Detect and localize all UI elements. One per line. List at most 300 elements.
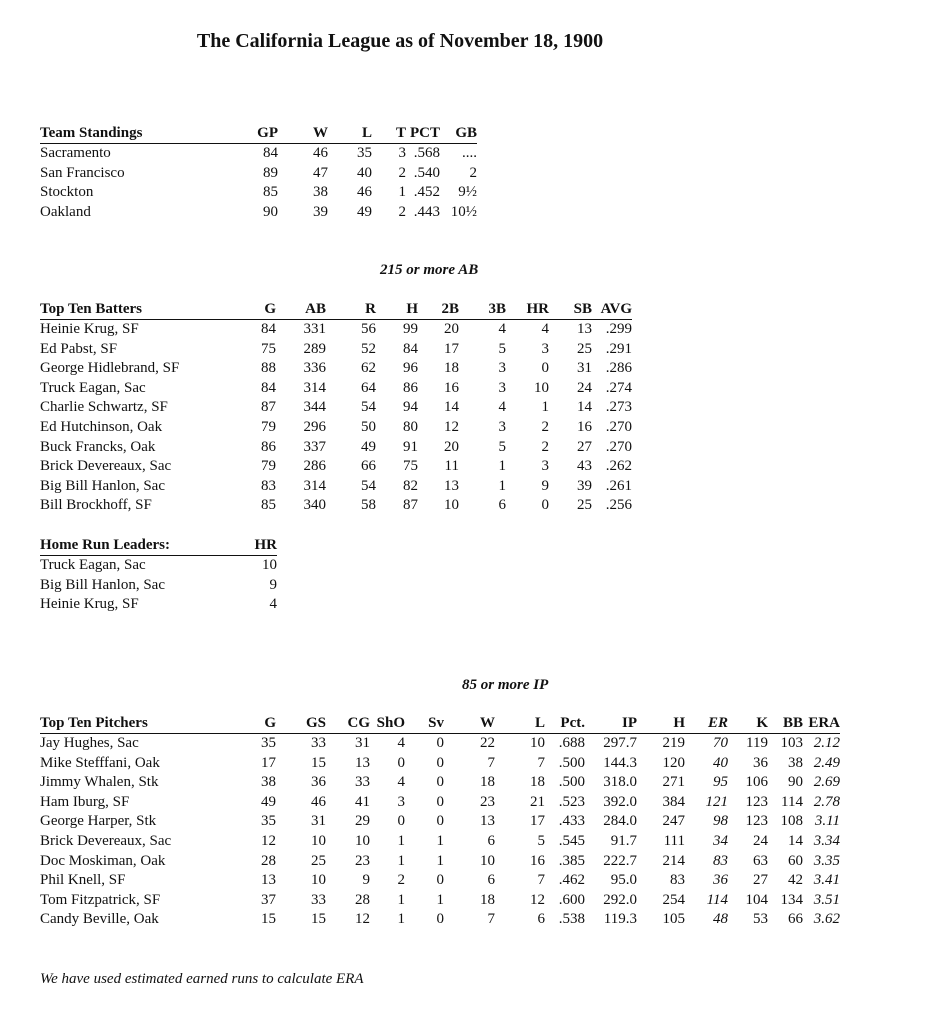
column-header: T: [372, 124, 406, 144]
table-cell: .462: [558, 872, 585, 889]
table-cell: 247: [662, 813, 685, 830]
table-header-row: [40, 714, 840, 734]
table-cell: 331: [303, 321, 326, 337]
table-cell: 4: [269, 596, 277, 613]
table-header-row: [40, 536, 277, 556]
table-cell: 119.3: [603, 911, 637, 928]
table-row: [40, 734, 840, 754]
table-cell: 84: [263, 145, 278, 161]
table-cell: 5: [498, 438, 506, 455]
table-cell: 22: [480, 735, 495, 751]
table-cell: 2.69: [813, 774, 840, 791]
column-header: G: [238, 714, 276, 734]
table-cell: 3: [541, 340, 549, 357]
table-cell: 1: [397, 832, 405, 849]
table-cell: 0: [436, 872, 444, 889]
table-cell: 13: [577, 321, 592, 337]
table-cell: 64: [361, 379, 376, 396]
column-header: ERA: [803, 714, 840, 734]
table-cell: 337: [303, 438, 326, 455]
column-header: R: [326, 300, 376, 320]
table-cell: 292.0: [603, 891, 637, 908]
table-cell: 2.78: [813, 793, 840, 810]
table-cell: 34: [713, 832, 728, 849]
table-cell: 46: [313, 145, 328, 161]
column-header: W: [444, 714, 495, 734]
column-header: L: [328, 124, 372, 144]
table-cell: 4: [498, 399, 506, 416]
row-label: Brick Devereaux, Sac: [40, 458, 172, 475]
table-cell: 271: [662, 774, 685, 791]
table-cell: 318.0: [603, 774, 637, 791]
table-cell: 15: [311, 754, 326, 771]
table-cell: 123: [745, 813, 768, 830]
row-label: Big Bill Hanlon, Sac: [40, 576, 165, 593]
row-label: Big Bill Hanlon, Sac: [40, 477, 165, 494]
row-label: Buck Francks, Oak: [40, 438, 156, 455]
table-cell: 10: [355, 832, 370, 849]
table-cell: 4: [541, 321, 549, 337]
table-cell: 84: [261, 379, 276, 396]
table-cell: .443: [413, 203, 440, 220]
column-header: L: [495, 714, 545, 734]
column-header: GP: [228, 124, 278, 144]
table-cell: 86: [261, 438, 276, 455]
table-cell: 50: [361, 418, 376, 435]
batters-table: [40, 300, 632, 516]
table-cell: 58: [361, 497, 376, 514]
row-label: Heinie Krug, SF: [40, 596, 139, 613]
column-header: IP: [585, 714, 637, 734]
table-cell: 25: [311, 852, 326, 869]
table-cell: 33: [355, 774, 370, 791]
table-row: [40, 595, 277, 615]
column-header: Sv: [405, 714, 444, 734]
column-header: K: [728, 714, 768, 734]
table-cell: 3.35: [813, 852, 840, 869]
table-cell: 27: [577, 438, 592, 455]
table-cell: .452: [413, 184, 440, 201]
table-cell: 54: [361, 477, 376, 494]
table-cell: 85: [261, 497, 276, 514]
column-header: HR: [242, 536, 277, 556]
row-label: Sacramento: [40, 145, 111, 161]
table-row: [40, 398, 632, 418]
table-row: [40, 832, 840, 852]
table-cell: 38: [261, 774, 276, 791]
table-cell: 12: [530, 891, 545, 908]
table-cell: 114: [706, 891, 728, 908]
table-cell: 108: [780, 813, 803, 830]
table-row: [40, 496, 632, 516]
table-cell: 75: [403, 458, 418, 475]
table-cell: 3.62: [813, 911, 840, 928]
table-cell: 16: [577, 418, 592, 435]
table-cell: 63: [753, 852, 768, 869]
table-cell: 46: [311, 793, 326, 810]
standings-table: [40, 124, 477, 222]
table-cell: ....: [462, 145, 477, 161]
table-row: [40, 891, 840, 911]
table-cell: 0: [436, 735, 444, 751]
table-cell: 10: [311, 832, 326, 849]
table-cell: 16: [444, 379, 459, 396]
table-cell: 60: [788, 852, 803, 869]
column-header: Top Ten Pitchers: [40, 714, 238, 734]
table-cell: 83: [261, 477, 276, 494]
table-cell: 14: [788, 832, 803, 849]
table-cell: 1: [398, 184, 406, 201]
table-cell: 10: [534, 379, 549, 396]
table-cell: 31: [355, 735, 370, 751]
table-cell: 123: [745, 793, 768, 810]
table-row: [40, 183, 477, 203]
table-cell: .299: [605, 321, 632, 337]
table-cell: 254: [662, 891, 685, 908]
table-cell: 28: [261, 852, 276, 869]
table-cell: 111: [663, 832, 685, 849]
table-cell: 20: [444, 438, 459, 455]
table-cell: 23: [480, 793, 495, 810]
column-header: SB: [549, 300, 592, 320]
table-cell: 24: [753, 832, 768, 849]
table-cell: 1: [436, 852, 444, 869]
table-cell: 3: [397, 793, 405, 810]
table-cell: 33: [311, 891, 326, 908]
table-cell: 119: [746, 735, 768, 751]
table-cell: .286: [605, 360, 632, 377]
table-row: [40, 144, 477, 164]
column-header: BB: [768, 714, 803, 734]
table-cell: 2: [397, 872, 405, 889]
table-cell: 17: [530, 813, 545, 830]
table-cell: .500: [558, 754, 585, 771]
table-cell: 25: [577, 497, 592, 514]
table-cell: 91.7: [610, 832, 637, 849]
page-title: The California League as of November 18, 1900: [196, 30, 604, 52]
table-cell: 9: [269, 576, 277, 593]
row-label: George Harper, Stk: [40, 813, 157, 830]
column-header: HR: [506, 300, 549, 320]
table-header-row: [40, 300, 632, 320]
table-cell: 114: [781, 793, 803, 810]
table-cell: 18: [480, 774, 495, 791]
table-row: [40, 457, 632, 477]
table-cell: 28: [355, 891, 370, 908]
table-cell: 0: [541, 497, 549, 514]
table-cell: 2: [398, 203, 406, 220]
table-row: [40, 438, 632, 458]
table-cell: 87: [403, 497, 418, 514]
row-label: Oakland: [40, 203, 91, 220]
table-cell: 0: [436, 813, 444, 830]
table-cell: 121: [705, 793, 728, 810]
table-cell: 18: [480, 891, 495, 908]
table-cell: 12: [261, 832, 276, 849]
table-cell: .262: [605, 458, 632, 475]
row-label: George Hidlebrand, SF: [40, 360, 180, 377]
row-label: Bill Brockhoff, SF: [40, 497, 152, 514]
table-cell: 47: [313, 164, 328, 181]
table-cell: 284.0: [603, 813, 637, 830]
row-label: Ed Hutchinson, Oak: [40, 418, 163, 435]
table-cell: 3: [498, 360, 506, 377]
table-cell: .600: [558, 891, 585, 908]
table-cell: 33: [311, 735, 326, 751]
table-cell: 144.3: [603, 754, 637, 771]
table-cell: 1: [498, 458, 506, 475]
table-cell: 5: [537, 832, 545, 849]
table-cell: 222.7: [603, 852, 637, 869]
column-header: 3B: [459, 300, 506, 320]
table-cell: 7: [487, 754, 495, 771]
table-cell: 7: [537, 754, 545, 771]
table-cell: 14: [444, 399, 459, 416]
table-cell: 85: [263, 184, 278, 201]
column-header: GB: [440, 124, 477, 144]
table-cell: 314: [303, 477, 326, 494]
table-cell: 12: [355, 911, 370, 928]
table-cell: 9½: [458, 184, 477, 201]
pitching-qualifier: 85 or more IP: [462, 677, 549, 693]
table-cell: 7: [487, 911, 495, 928]
table-cell: 79: [261, 418, 276, 435]
table-cell: 38: [788, 754, 803, 771]
table-cell: 3.41: [813, 872, 840, 889]
table-cell: 31: [311, 813, 326, 830]
column-header: AB: [276, 300, 326, 320]
table-cell: 46: [357, 184, 372, 201]
table-cell: 6: [487, 872, 495, 889]
row-label: Ham Iburg, SF: [40, 793, 130, 810]
table-cell: 3: [541, 458, 549, 475]
table-cell: 75: [261, 340, 276, 357]
table-cell: 6: [487, 832, 495, 849]
table-cell: 86: [403, 379, 418, 396]
row-label: Charlie Schwartz, SF: [40, 399, 168, 416]
table-cell: .523: [558, 793, 585, 810]
table-cell: 29: [355, 813, 370, 830]
table-row: [40, 359, 632, 379]
table-cell: 0: [436, 754, 444, 771]
table-cell: 18: [444, 360, 459, 377]
table-cell: 105: [662, 911, 685, 928]
table-cell: 5: [498, 340, 506, 357]
row-label: San Francisco: [40, 164, 125, 181]
table-cell: 90: [263, 203, 278, 220]
table-cell: 38: [313, 184, 328, 201]
table-cell: 1: [436, 832, 444, 849]
column-header: G: [238, 300, 276, 320]
table-cell: 27: [753, 872, 768, 889]
table-cell: 66: [361, 458, 376, 475]
table-cell: 36: [753, 754, 768, 771]
table-cell: 340: [303, 497, 326, 514]
table-cell: 49: [261, 793, 276, 810]
column-header: H: [376, 300, 418, 320]
table-cell: 1: [397, 911, 405, 928]
table-cell: 98: [713, 813, 728, 830]
row-label: Jimmy Whalen, Stk: [40, 774, 159, 791]
column-header: H: [637, 714, 685, 734]
batting-qualifier: 215 or more AB: [380, 262, 479, 278]
table-cell: 13: [480, 813, 495, 830]
table-cell: 289: [303, 340, 326, 357]
table-cell: 3.34: [813, 832, 840, 849]
table-cell: 3: [498, 418, 506, 435]
table-cell: 2.49: [813, 754, 840, 771]
table-cell: 1: [397, 891, 405, 908]
table-cell: .540: [413, 164, 440, 181]
table-cell: 10½: [450, 203, 477, 220]
table-cell: 3: [498, 379, 506, 396]
table-row: [40, 203, 477, 223]
table-cell: 11: [444, 458, 459, 475]
table-cell: 314: [303, 379, 326, 396]
table-cell: 66: [788, 911, 803, 928]
table-cell: 134: [780, 891, 803, 908]
table-cell: 31: [577, 360, 592, 377]
table-cell: 52: [361, 340, 376, 357]
column-header: Pct.: [545, 714, 585, 734]
table-cell: 0: [436, 911, 444, 928]
table-cell: 35: [357, 145, 372, 161]
table-cell: 4: [397, 735, 405, 751]
column-header: 2B: [418, 300, 459, 320]
table-cell: 15: [261, 911, 276, 928]
table-cell: 0: [436, 774, 444, 791]
table-cell: 2: [541, 438, 549, 455]
table-cell: 2: [541, 418, 549, 435]
table-row: [40, 320, 632, 340]
table-cell: 17: [444, 340, 459, 357]
table-cell: 1: [397, 852, 405, 869]
table-cell: 4: [498, 321, 506, 337]
table-cell: 10: [480, 852, 495, 869]
table-cell: 87: [261, 399, 276, 416]
column-header: AVG: [592, 300, 632, 320]
table-cell: 24: [577, 379, 592, 396]
table-cell: 43: [577, 458, 592, 475]
table-row: [40, 910, 840, 930]
table-cell: 12: [444, 418, 459, 435]
table-cell: 83: [670, 872, 685, 889]
table-cell: 0: [397, 813, 405, 830]
table-cell: 0: [436, 793, 444, 810]
table-cell: 79: [261, 458, 276, 475]
table-cell: 13: [355, 754, 370, 771]
table-cell: 20: [444, 321, 459, 337]
table-cell: 80: [403, 418, 418, 435]
table-cell: 219: [662, 735, 685, 751]
table-cell: 70: [713, 735, 728, 751]
table-cell: 41: [355, 793, 370, 810]
column-header: ShO: [370, 714, 405, 734]
table-cell: 49: [357, 203, 372, 220]
table-cell: 23: [355, 852, 370, 869]
table-cell: 40: [713, 754, 728, 771]
table-cell: .545: [558, 832, 585, 849]
table-cell: 3: [398, 145, 406, 161]
home-run-leaders-table: [40, 536, 277, 615]
table-cell: 10: [311, 872, 326, 889]
column-header: Home Run Leaders:: [40, 536, 242, 556]
table-cell: 9: [541, 477, 549, 494]
table-cell: 13: [444, 477, 459, 494]
table-cell: 106: [745, 774, 768, 791]
table-cell: 21: [530, 793, 545, 810]
table-cell: 53: [753, 911, 768, 928]
table-cell: 104: [745, 891, 768, 908]
table-cell: 84: [403, 340, 418, 357]
table-cell: 1: [541, 399, 549, 416]
table-cell: 103: [780, 735, 803, 751]
table-cell: .433: [558, 813, 585, 830]
column-header: Team Standings: [40, 124, 228, 144]
row-label: Mike Stefffani, Oak: [40, 754, 160, 771]
row-label: Phil Knell, SF: [40, 872, 126, 889]
table-cell: .538: [558, 911, 585, 928]
table-cell: 4: [397, 774, 405, 791]
table-cell: 16: [530, 852, 545, 869]
table-cell: 39: [313, 203, 328, 220]
table-cell: 49: [361, 438, 376, 455]
column-header: ER: [685, 714, 728, 734]
table-cell: 0: [397, 754, 405, 771]
table-row: [40, 852, 840, 872]
table-cell: .385: [558, 852, 585, 869]
table-cell: 35: [261, 735, 276, 751]
table-row: [40, 576, 277, 596]
table-cell: 1: [498, 477, 506, 494]
table-cell: .261: [605, 477, 632, 494]
row-label: Ed Pabst, SF: [40, 340, 118, 357]
table-row: [40, 164, 477, 184]
table-cell: 15: [311, 911, 326, 928]
column-header: W: [278, 124, 328, 144]
table-cell: .500: [558, 774, 585, 791]
table-cell: .270: [605, 418, 632, 435]
table-row: [40, 871, 840, 891]
table-cell: 62: [361, 360, 376, 377]
table-cell: 10: [444, 497, 459, 514]
table-cell: 214: [662, 852, 685, 869]
table-row: [40, 477, 632, 497]
table-cell: 10: [262, 557, 277, 573]
table-cell: 56: [361, 321, 376, 337]
column-header: PCT: [406, 124, 440, 144]
table-cell: 336: [303, 360, 326, 377]
table-cell: 286: [303, 458, 326, 475]
row-label: Stockton: [40, 184, 94, 201]
table-cell: 392.0: [603, 793, 637, 810]
table-cell: 35: [261, 813, 276, 830]
footnote: We have used estimated earned runs to calculate ERA: [40, 971, 364, 987]
table-cell: 39: [577, 477, 592, 494]
table-cell: 7: [537, 872, 545, 889]
row-label: Doc Moskiman, Oak: [40, 852, 166, 869]
table-cell: 95.0: [610, 872, 637, 889]
column-header: GS: [276, 714, 326, 734]
row-label: Truck Eagan, Sac: [40, 557, 146, 573]
table-cell: .256: [605, 497, 632, 514]
table-cell: 3.51: [813, 891, 840, 908]
table-cell: 37: [261, 891, 276, 908]
table-cell: 36: [713, 872, 728, 889]
table-cell: 1: [436, 891, 444, 908]
table-row: [40, 556, 277, 576]
table-row: [40, 379, 632, 399]
